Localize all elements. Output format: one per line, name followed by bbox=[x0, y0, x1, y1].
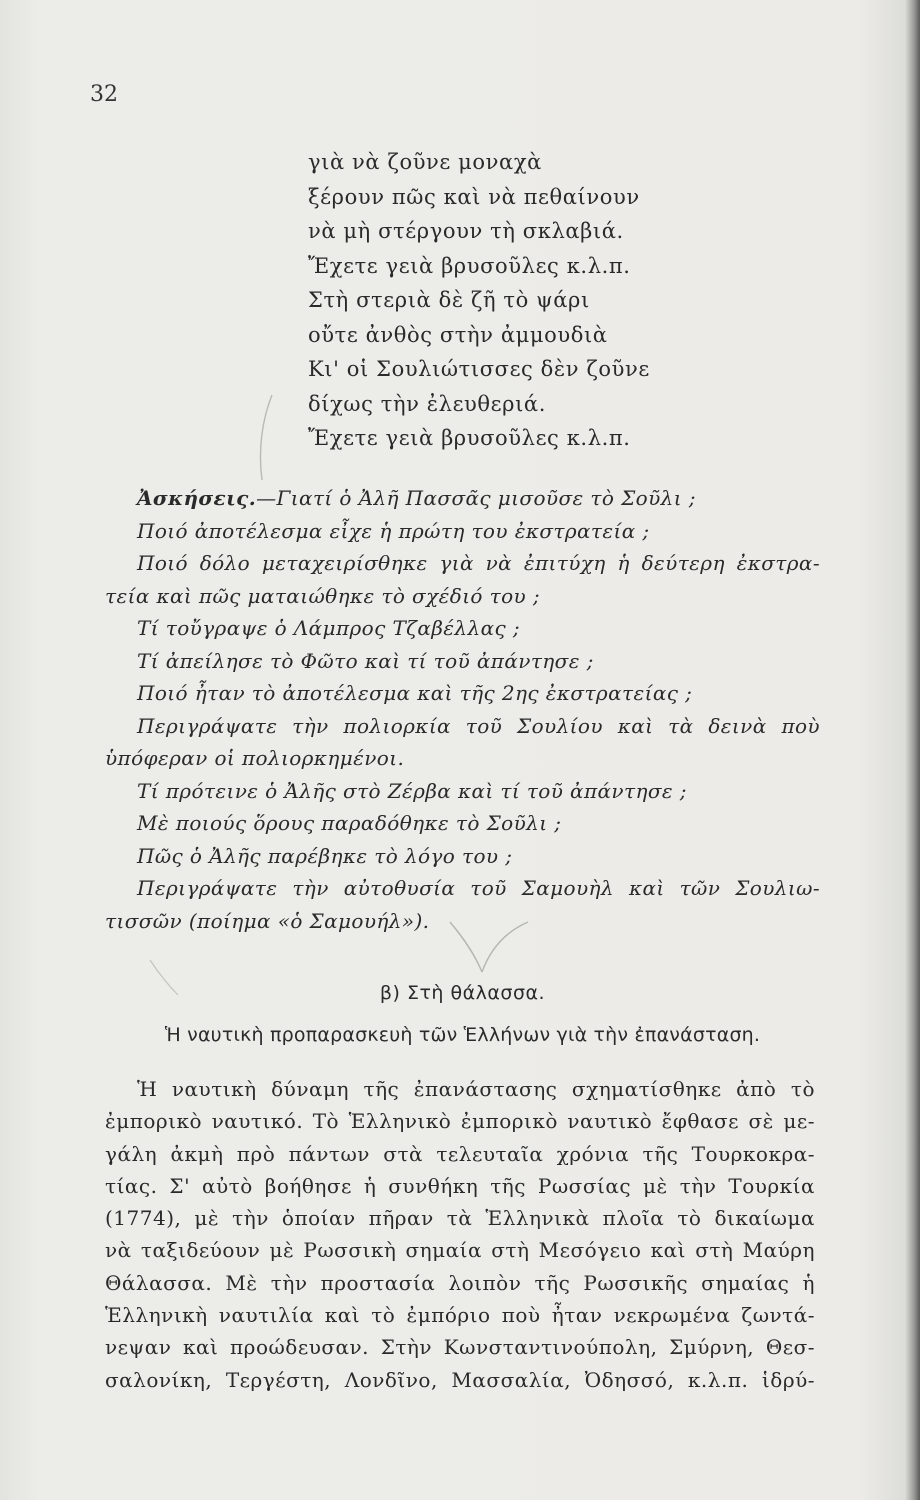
section-subheading: Ἡ ναυτικὴ προπαρασκευὴ τῶν Ἑλλήνων γιὰ τὴν ἐπανάσταση. bbox=[164, 1024, 761, 1046]
paragraph-line: Θάλασσα. Μὲ τὴν προστασία λοιπὸν τῆς Ρωσσικῆς σημαίας ἡ bbox=[105, 1270, 815, 1295]
poem-line: Ἔχετε γειὰ βρυσοῦλες κ.λ.π. bbox=[308, 253, 631, 278]
exercise-question: Περιγράψατε τὴν αὐτοθυσία τοῦ Σαμουὴλ καὶ τῶν Σουλιω- bbox=[137, 876, 820, 900]
exercise-question: Τί πρότεινε ὁ Ἀλῆς στὸ Ζέρβα καὶ τί τοῦ ἀπάντησε ; bbox=[137, 778, 687, 803]
body-paragraph bbox=[105, 1073, 815, 1396]
paragraph-line: (1774), μὲ τὴν ὁποίαν πῆραν τὰ Ἑλληνικὰ πλοῖα τὸ δικαίωμα bbox=[105, 1206, 815, 1231]
poem-line: Ἔχετε γειὰ βρυσοῦλες κ.λ.π. bbox=[308, 426, 631, 450]
poem-line: Κι' οἱ Σουλιώτισσες δὲν ζοῦνε bbox=[308, 357, 650, 381]
exercise-line bbox=[105, 482, 820, 515]
paragraph-line: σαλονίκη, Τεργέστη, Λονδῖνο, Μασσαλία, Ὀδησσό, κ.λ.π. ἱδρύ- bbox=[105, 1367, 815, 1392]
exercise-question: —Γιατί ὁ Ἀλῆ Πασσᾶς μισοῦσε τὸ Σοῦλι ; bbox=[256, 486, 696, 510]
section-heading: β) Στὴ θάλασσα. bbox=[379, 982, 546, 1004]
exercise-question: Μὲ ποιούς ὅρους παραδόθηκε τὸ Σοῦλι ; bbox=[137, 811, 562, 835]
poem-line: δίχως τὴν ἐλευθεριά. bbox=[308, 391, 546, 416]
poem-line: νὰ μὴ στέργουν τὴ σκλαβιά. bbox=[308, 219, 624, 243]
exercise-question-continued: τεία καὶ πῶς ματαιώθηκε τὸ σχέδιό του ; bbox=[105, 583, 540, 608]
paragraph-line: γάλη ἀκμὴ πρὸ πάντων στὰ τελευταῖα χρόνια τῆς Τουρκοκρα- bbox=[105, 1141, 815, 1166]
exercise-question: Ποιό δόλο μεταχειρίσθηκε γιὰ νὰ ἐπιτύχη ἡ δεύτερη ἐκστρα- bbox=[137, 551, 820, 575]
poem-line: ξέρουν πῶς καὶ νὰ πεθαίνουν bbox=[308, 184, 640, 209]
pencil-mark bbox=[260, 395, 272, 480]
exercise-question: Ποιό ἦταν τὸ ἀποτέλεσμα καὶ τῆς 2ης ἐκστρατείας ; bbox=[137, 681, 693, 705]
paragraph-line: νὰ ταξιδεύουν μὲ Ρωσσικὴ σημαία στὴ Μεσόγειο καὶ στὴ Μαύρη bbox=[105, 1238, 815, 1263]
paragraph-line: Ἑλληνικὴ ναυτιλία καὶ τὸ ἐμπόριο ποὺ ἦταν νεκρωμένα ζωντά- bbox=[105, 1303, 815, 1328]
paragraph-line: Ἡ ναυτικὴ δύναμη τῆς ἐπανάστασης σχηματίσθηκε ἀπὸ τὸ bbox=[137, 1077, 815, 1101]
exercise-question: Περιγράψατε τὴν πολιορκία τοῦ Σουλίου καὶ τὰ δεινὰ ποὺ bbox=[137, 713, 820, 738]
poem-line: γιὰ νὰ ζοῦνε μοναχὰ bbox=[308, 150, 542, 174]
page-number: 32 bbox=[90, 82, 118, 107]
exercise-question-continued: τισσῶν (ποίημα «ὁ Σαμουήλ»). bbox=[105, 908, 430, 933]
exercise-question: Τί τοὔγραψε ὁ Λάμπρος Τζαβέλλας ; bbox=[137, 616, 520, 640]
exercise-question: Ποιό ἀποτέλεσμα εἶχε ἡ πρώτη του ἐκστρατεία ; bbox=[137, 518, 650, 543]
paragraph-line: νεψαν καὶ προώδευσαν. Στὴν Κωνσταντινούπολη, Σμύρνη, Θεσ- bbox=[105, 1335, 815, 1360]
poem bbox=[308, 145, 728, 456]
exercises-heading: Ἀσκήσεις. bbox=[137, 486, 257, 510]
poem-line: Στὴ στεριὰ δὲ ζῆ τὸ ψάρι bbox=[308, 288, 590, 312]
paragraph-line: τίας. Σ' αὐτὸ βοήθησε ἡ συνθήκη τῆς Ρωσσίας μὲ τὴν Τουρκία bbox=[105, 1173, 815, 1198]
exercise-question-continued: ὑπόφεραν οἱ πολιορκημένοι. bbox=[105, 746, 405, 770]
exercises-section bbox=[105, 482, 820, 937]
exercise-question: Τί ἀπείλησε τὸ Φῶτο καὶ τί τοῦ ἀπάντησε ; bbox=[137, 648, 594, 673]
paragraph-line: ἐμπορικὸ ναυτικό. Τὸ Ἑλληνικὸ ἐμπορικὸ ναυτικὸ ἔφθασε σὲ με- bbox=[105, 1109, 815, 1134]
exercise-question: Πῶς ὁ Ἀλῆς παρέβηκε τὸ λόγο του ; bbox=[137, 843, 513, 868]
poem-line: οὔτε ἀνθὸς στὴν ἀμμουδιὰ bbox=[308, 322, 608, 347]
